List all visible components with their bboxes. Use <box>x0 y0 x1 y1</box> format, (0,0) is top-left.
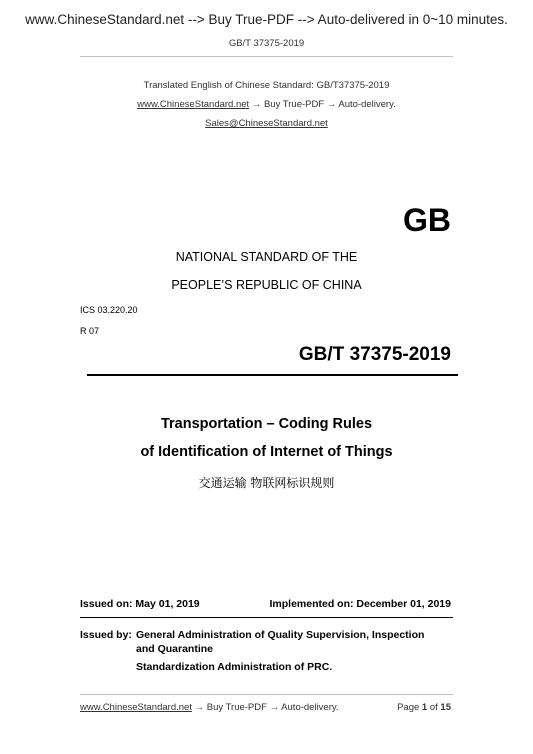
issuer2: Standardization Administration of PRC. <box>136 661 333 673</box>
gb-logo: GB <box>403 202 451 238</box>
issuer1-line2: and Quarantine <box>136 643 214 655</box>
issued-on: Issued on: May 01, 2019 <box>80 598 200 610</box>
implemented-on: Implemented on: December 01, 2019 <box>269 598 451 610</box>
page-of: of <box>429 702 438 713</box>
national-standard-line1: NATIONAL STANDARD OF THE <box>175 250 358 264</box>
title-line2: of Identification of Internet of Things <box>140 444 393 460</box>
issuer1-line1: General Administration of Quality Supervision, Inspection <box>136 629 425 641</box>
title-chinese: 交通运输 物联网标识规则 <box>198 476 335 490</box>
footer-links <box>80 702 339 713</box>
translation-links <box>0 99 533 110</box>
national-standard-line2: PEOPLE’S REPUBLIC OF CHINA <box>171 278 362 292</box>
email-link[interactable]: Sales@ChineseStandard.net <box>205 118 328 129</box>
header-doc-id: GB/T 37375-2019 <box>228 38 305 49</box>
issued-by-label: Issued by: <box>80 629 132 641</box>
footer-divider <box>80 694 453 695</box>
footer-buy-text: → Buy True-PDF → Auto-delivery. <box>194 702 339 713</box>
title-line1: Transportation – Coding Rules <box>160 416 373 432</box>
buy-text: → Buy True-PDF → Auto-delivery. <box>251 99 396 110</box>
ics-code: ICS 03.220.20 <box>80 305 138 315</box>
classification-code: R 07 <box>80 326 100 336</box>
page-indicator <box>397 702 451 713</box>
title-divider <box>87 374 458 376</box>
page-current: 1 <box>421 702 428 713</box>
dates-divider <box>80 617 453 618</box>
footer-site-link[interactable]: www.ChineseStandard.net <box>80 702 192 713</box>
translation-note: Translated English of Chinese Standard: GB/T37375-2019 <box>143 80 390 91</box>
site-link[interactable]: www.ChineseStandard.net <box>137 99 250 110</box>
page-label: Page <box>397 702 420 713</box>
standard-number: GB/T 37375-2019 <box>298 344 451 365</box>
page-total: 15 <box>440 702 451 713</box>
email-line <box>0 118 533 129</box>
header-banner: www.ChineseStandard.net --> Buy True-PDF --> Auto-delivered in 0~10 minutes. <box>25 12 508 27</box>
header-divider <box>80 56 453 57</box>
